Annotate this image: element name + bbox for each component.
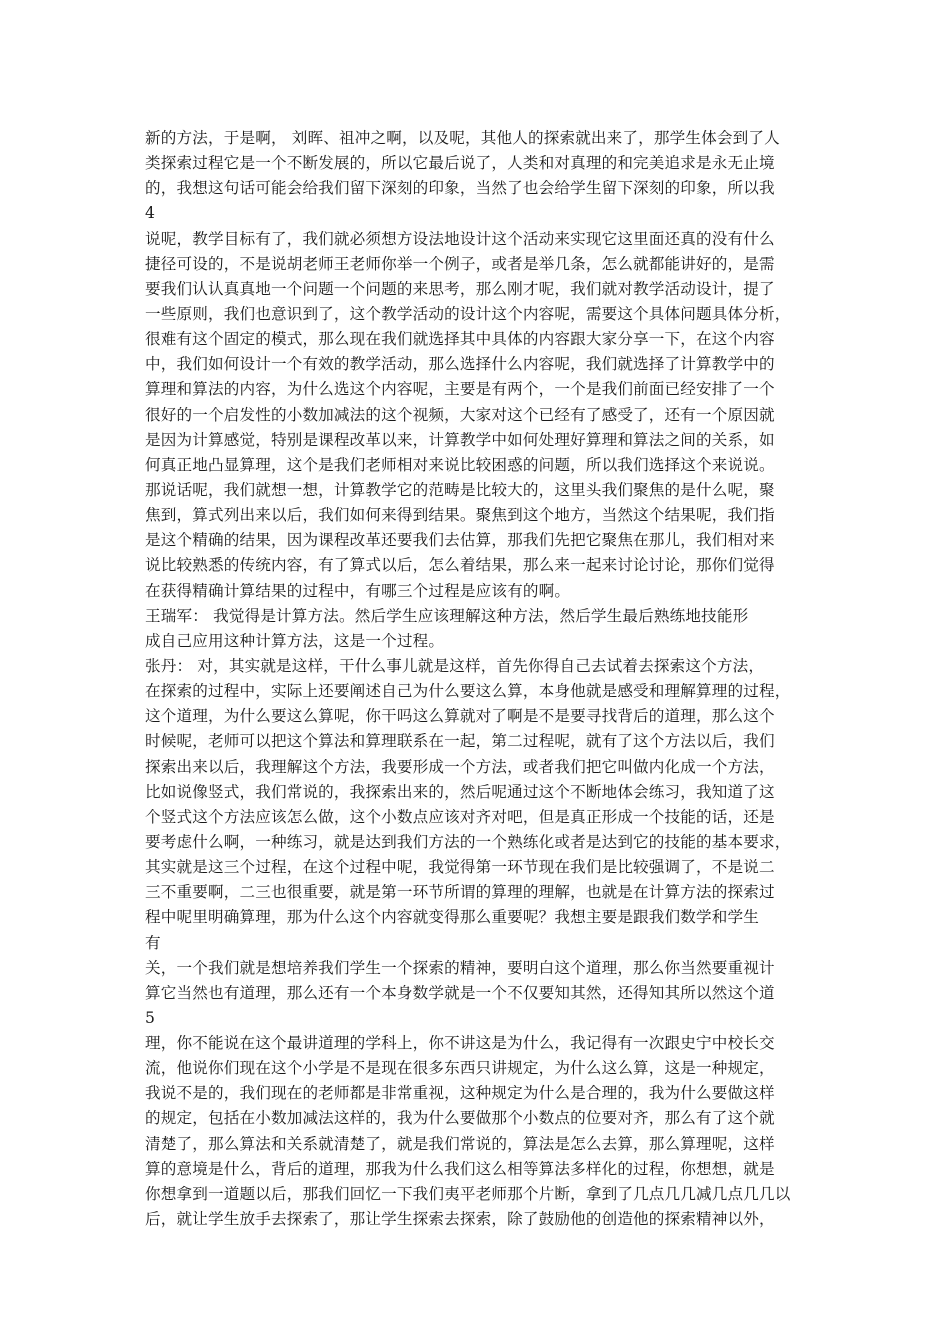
text-line: 探索出来以后，我理解这个方法，我要形成一个方法，或者我们把它叫做内化成一个方法， xyxy=(145,757,775,776)
text-line: 一些原则，我们也意识到了，这个教学活动的设计这个内容呢，需要这个具体问题具体分析， xyxy=(145,304,791,323)
text-line: 捷径可设的，不是说胡老师王老师你举一个例子，或者是举几条，怎么就都能讲好的，是需 xyxy=(145,254,775,273)
text-line: 理，你不能说在这个最讲道理的学科上，你不讲这是为什么，我记得有一次跟史宁中校长交 xyxy=(145,1034,775,1053)
page-number: 5 xyxy=(145,1008,155,1027)
text-line: 在获得精确计算结果的过程中，有哪三个过程是应该有的啊。 xyxy=(145,581,571,600)
text-line: 的，我想这句话可能会给我们留下深刻的印象，当然了也会给学生留下深刻的印象，所以我 xyxy=(145,179,775,198)
text-line: 时候呢，老师可以把这个算法和算理联系在一起，第二过程呢，就有了这个方法以后，我们 xyxy=(145,732,775,751)
text-line: 程中呢里明确算理，那为什么这个内容就变得那么重要呢？我想主要是跟我们数学和学生 xyxy=(145,908,760,927)
text-line: 三不重要啊，二三也很重要，就是第一环节所谓的算理的理解，也就是在计算方法的探索过 xyxy=(145,883,775,902)
text-line: 是这个精确的结果，因为课程改革还要我们去估算，那我们先把它聚焦在那儿，我们相对来 xyxy=(145,531,775,550)
text-line: 说比较熟悉的传统内容，有了算式以后，怎么着结果，那么来一起来讨论讨论，那你们觉得 xyxy=(145,556,775,575)
text-line: 是因为计算感觉，特别是课程改革以来，计算教学中如何处理好算理和算法之间的关系，如 xyxy=(145,430,775,449)
text-line: 新的方法，于是啊， 刘晖、祖冲之啊，以及呢，其他人的探索就出来了，那学生体会到了人 xyxy=(145,129,780,147)
text-line: 个竖式这个方法应该怎么做，这个小数点应该对齐对吧，但是真正形成一个技能的话，还是 xyxy=(145,807,775,826)
text-line: 这个道理，为什么要这么算呢，你干吗这么算就对了啊是不是要寻找背后的道理，那么这个 xyxy=(145,707,775,726)
text-line: 清楚了，那么算法和关系就清楚了，就是我们常说的，算法是怎么去算，那么算理呢，这样 xyxy=(145,1134,775,1153)
text-line: 你想拿到一道题以后，那我们回忆一下我们夷平老师那个片断，拿到了几点几几减几点几几以 xyxy=(145,1184,791,1203)
text-line: 要我们认认真真地一个问题一个问题的来思考，那么刚才呢，我们就对教学活动设计，提了 xyxy=(145,279,775,298)
text-line: 在探索的过程中，实际上还要阐述自己为什么要这么算，本身他就是感受和理解算理的过程， xyxy=(145,682,791,701)
text-line: 比如说像竖式，我们常说的，我探索出来的，然后呢通过这个不断地体会练习，我知道了这 xyxy=(145,782,775,801)
text-line: 我说不是的，我们现在的老师都是非常重视，这种规定为什么是合理的，我为什么要做这样 xyxy=(145,1084,775,1103)
text-line: 中，我们如何设计一个有效的教学活动，那么选择什么内容呢，我们就选择了计算教学中的 xyxy=(145,355,775,374)
text-line: 流，他说你们现在这个小学是不是现在很多东西只讲规定，为什么这么算，这是一种规定， xyxy=(145,1059,775,1078)
text-line: 那说话呢，我们就想一想，计算教学它的范畴是比较大的，这里头我们聚焦的是什么呢，聚 xyxy=(145,480,775,499)
text-line: 何真正地凸显算理，这个是我们老师相对来说比较困惑的问题，所以我们选择这个来说说。 xyxy=(145,455,775,474)
text-line: 的规定，包括在小数加减法这样的，我为什么要做那个小数点的位要对齐，那么有了这个就 xyxy=(145,1109,775,1128)
text-line: 类探索过程它是一个不断发展的，所以它最后说了，人类和对真理的和完美追求是永无止境 xyxy=(145,154,775,173)
text-line: 要考虑什么啊，一种练习，就是达到我们方法的一个熟练化或者是达到它的技能的基本要求， xyxy=(145,832,791,851)
text-line: 成自己应用这种计算方法，这是一个过程。 xyxy=(145,631,445,650)
text-line: 焦到，算式列出来以后，我们如何来得到结果。聚焦到这个地方，当然这个结果呢，我们指 xyxy=(145,506,775,525)
text-line: 关，一个我们就是想培养我们学生一个探索的精神，要明白这个道理，那么你当然要重视计 xyxy=(145,958,775,977)
text-line: 算理和算法的内容，为什么选这个内容呢，主要是有两个，一个是我们前面已经安排了一个 xyxy=(145,380,775,399)
text-line: 算它当然也有道理，那么还有一个本身数学就是一个不仅要知其然，还得知其所以然这个道 xyxy=(145,983,775,1002)
text-line: 算的意境是什么，背后的道理，那我为什么我们这么相等算法多样化的过程，你想想，就是 xyxy=(145,1159,775,1178)
text-line: 说呢，教学目标有了，我们就必须想方设法地设计这个活动来实现它这里面还真的没有什么 xyxy=(145,229,775,248)
text-line: 很好的一个启发性的小数加减法的这个视频，大家对这个已经有了感受了，还有一个原因就 xyxy=(145,405,775,424)
speaker-line: 张丹： 对，其实就是这样，干什么事儿就是这样，首先你得自己去试着去探索这个方法， xyxy=(145,656,765,675)
text-line: 有 xyxy=(145,933,161,952)
text-line: 后，就让学生放手去探索了，那让学生探索去探索，除了鼓励他的创造他的探索精神以外， xyxy=(145,1210,775,1229)
speaker-line: 王瑞军： 我觉得是计算方法。然后学生应该理解这种方法，然后学生最后熟练地技能形 xyxy=(145,606,749,625)
text-line: 很难有这个固定的模式，那么现在我们就选择其中具体的内容跟大家分享一下，在这个内容 xyxy=(145,330,775,349)
document-body xyxy=(145,126,825,1232)
text-line: 其实就是这三个过程，在这个过程中呢，我觉得第一环节现在我们是比较强调了，不是说二 xyxy=(145,858,775,877)
page-number: 4 xyxy=(145,204,155,223)
